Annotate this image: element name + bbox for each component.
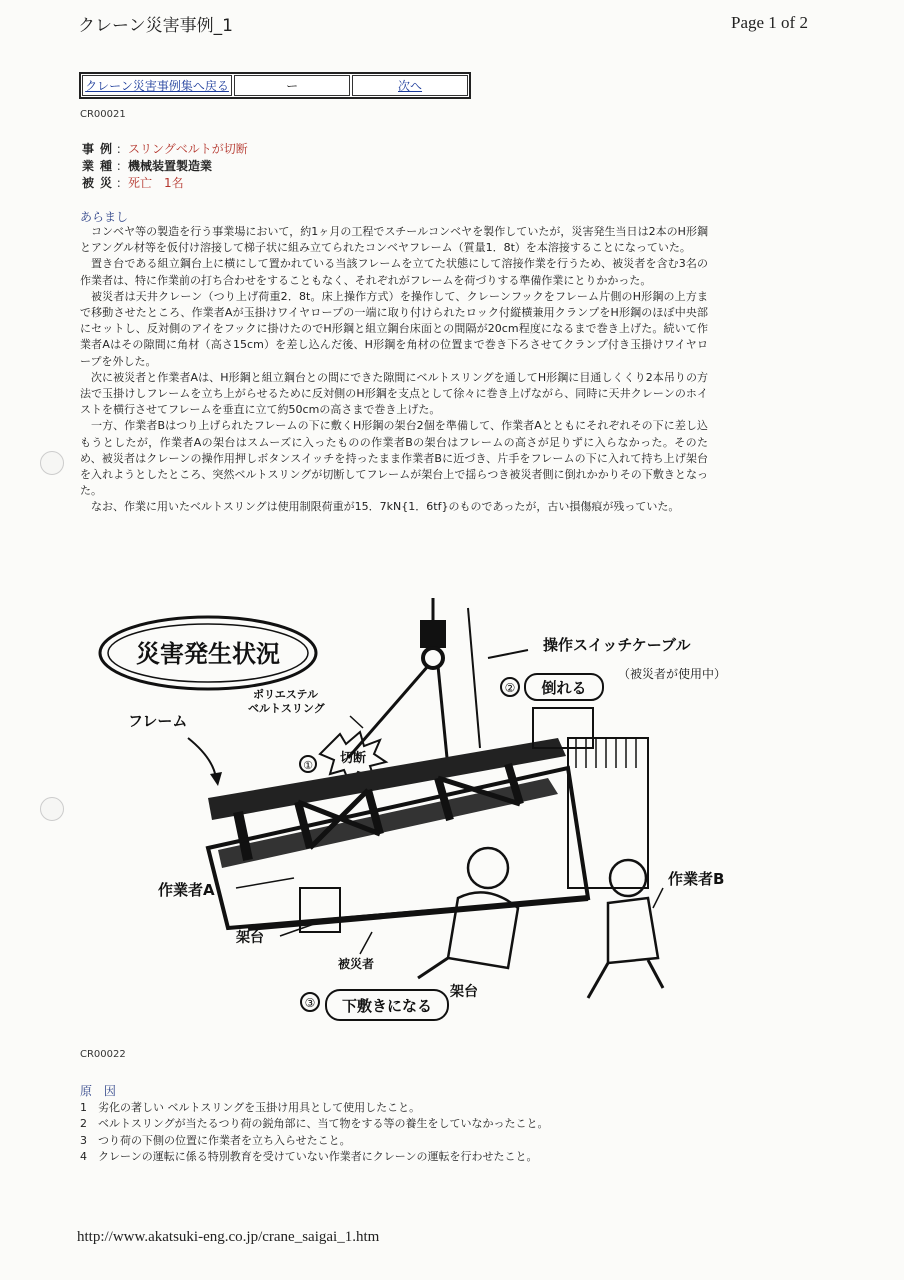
crush-label: 下敷きになる bbox=[341, 997, 433, 1015]
cable-label: 操作スイッチケーブル bbox=[543, 636, 691, 654]
page-number: Page 1 of 2 bbox=[731, 13, 808, 32]
stand-right-label: 架台 bbox=[450, 984, 478, 1000]
meta-row-industry: 業種 ： 機械装置製造業 bbox=[82, 159, 213, 173]
meta-row-damage: 被災 ： 死亡 1名 bbox=[82, 176, 184, 190]
back-to-list-link[interactable]: クレーン災害事例集へ戻る bbox=[82, 75, 232, 96]
worker-b-label: 作業者B bbox=[668, 870, 725, 888]
cause-item: 1 劣化の著しい ベルトスリングを玉掛け用具として使用したこと。 bbox=[80, 1101, 421, 1114]
worker-a-label: 作業者A bbox=[158, 881, 215, 899]
causes-list bbox=[80, 1100, 549, 1165]
conveyor-frame bbox=[208, 738, 588, 928]
fall-number: ② bbox=[504, 681, 516, 695]
binder-hole bbox=[40, 451, 64, 475]
accident-illustration bbox=[88, 598, 788, 1048]
case-meta bbox=[82, 141, 248, 192]
frame-label: フレーム bbox=[128, 712, 188, 730]
summary-paragraph: 次に被災者と作業者Aは、H形鋼と組立鋼台との間にできた隙間にベルトスリングを通してH形鋼に目通しくくり2本吊りの方法で玉掛けしフレームを立ち上がらせるために反対側のH形鋼を支点として徐々に巻き上げながら、同時に天井クレーンのホイストを横行させてフレームを垂直に立て約50cmの高さまで巻き上げた。 bbox=[80, 370, 708, 417]
stand-left-label: 架台 bbox=[236, 930, 264, 946]
crush-number: ③ bbox=[304, 996, 316, 1010]
summary-heading: あらまし bbox=[80, 210, 129, 224]
summary-paragraph: 置き台である組立鋼台上に横にして置かれている当該フレームを立てた状態にして溶接作業を行うため、被災者を含む3名の作業者は、特に作業前の打ち合わせをすることもなく、それぞれがフレームを荷づりする準備作業にとりかかった。 bbox=[80, 257, 708, 287]
meta-row-case: 事例 ： スリングベルトが切断 bbox=[82, 142, 248, 156]
cut-label: 切断 bbox=[339, 751, 367, 766]
crane-hook-icon bbox=[420, 620, 446, 648]
illustration-title: 災害発生状況 bbox=[136, 640, 280, 668]
cause-item: 2 ベルトスリングが当たるつり荷の鋭角部に、当て物をする等の養生をしていなかったこと。 bbox=[80, 1117, 549, 1131]
document-title: クレーン災害事例_1 bbox=[78, 16, 233, 36]
fall-label: 倒れる bbox=[541, 679, 587, 697]
footer-url: http://www.akatsuki-eng.co.jp/crane_saigai_1.htm bbox=[77, 1229, 380, 1245]
belt-sling bbox=[348, 666, 428, 758]
meta-value: スリングベルトが切断 bbox=[128, 142, 248, 156]
meta-value: 死亡 1名 bbox=[128, 176, 184, 190]
meta-label: 事例 bbox=[82, 142, 119, 156]
next-link[interactable]: 次へ bbox=[352, 75, 468, 96]
summary-paragraph: なお、作業に用いたベルトスリングは使用制限荷重が15．7kN{1．6tf}のものであったが，古い損傷痕が残っていた。 bbox=[91, 500, 680, 514]
sling-label: ポリエステルベルトスリング bbox=[248, 688, 325, 715]
cause-item: 3 つり荷の下側の位置に作業者を立ち入らせたこと。 bbox=[80, 1133, 351, 1147]
case-code: CR00021 bbox=[80, 109, 126, 120]
cause-item: 4 クレーンの運転に係る特別教育を受けていない作業者にクレーンの運転を行わせたこと。 bbox=[80, 1149, 538, 1163]
summary-paragraph: 被災者は天井クレーン（つり上げ荷重2．8t。床上操作方式）を操作して、クレーンフックをフレーム片側のH形鋼の上方まで移動させたところ、作業者Aが玉掛けワイヤロープの一端に取り付けられたロック付縦横兼用クランプをH形鋼のほぼ中央部にセットし、反対側のアイをフックに掛けたのでH形鋼と組立鋼台床面との間隔が20cm程度になるまで巻き上げた。続いて作業者Aはその隙間に角材（高さ15cm）を差し込んだ後、H形鋼を角材の位置まで巻き下ろさせてクランプ付き玉掛けワイヤロープを外した。 bbox=[80, 289, 708, 368]
meta-value: 機械装置製造業 bbox=[128, 159, 213, 173]
causes-heading: 原 因 bbox=[80, 1084, 120, 1098]
switch-cable bbox=[468, 608, 480, 748]
cut-number: ① bbox=[303, 759, 313, 772]
binder-hole bbox=[40, 797, 64, 821]
navigation-bar bbox=[79, 72, 471, 99]
case-code: CR00022 bbox=[80, 1049, 126, 1060]
worker-b-figure bbox=[588, 860, 663, 998]
victim-label: 被災者 bbox=[338, 957, 375, 971]
cable-note: （被災者が使用中） bbox=[618, 667, 727, 681]
prev-placeholder: ー bbox=[234, 75, 350, 96]
summary-text bbox=[80, 224, 708, 516]
meta-label: 業種 bbox=[82, 159, 119, 173]
summary-paragraph: 一方、作業者Bはつり上げられたフレームの下に敷くH形鋼の架台2個を準備して、作業者Aとともにそれぞれその下に差し込もうとしたが，作業者Aの架台はスムーズに入ったものの作業者Bの架台はフレームの高さが足りずに入らなかった。そのため、被災者はクレーンの操作用押しボタンスイッチを持ったまま作業者Bに近づき、片手をフレームの下に入れて持ち上げ架台を入れようとしたところ、突然ベルトスリングが切断してフレームが架台上で揺らつき被災者側に倒れかかりその下敷きとなった。 bbox=[80, 419, 708, 498]
summary-paragraph: コンベヤ等の製造を行う事業場において，約1ヶ月の工程でスチールコンベヤを製作していたが，災害発生当日は2本のH形鋼とアングル材等を仮付け溶接して梯子状に組み立てられたコンベヤフレーム（質量1．8t）を本溶接することになっていた。 bbox=[80, 225, 708, 255]
meta-label: 被災 bbox=[82, 176, 119, 190]
